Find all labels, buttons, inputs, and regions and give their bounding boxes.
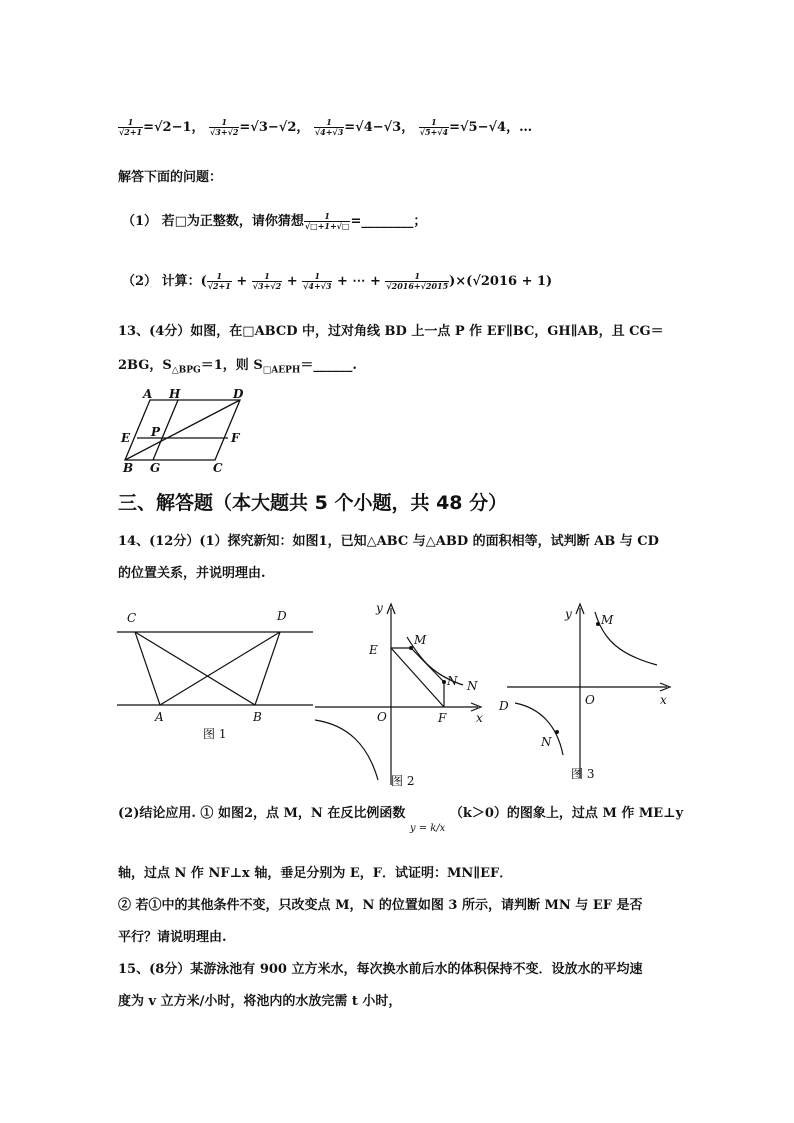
svg-text:O: O xyxy=(377,710,387,724)
question-14-line5: ② 若①中的其他条件不变，只改变点 M，N 的位置如图 3 所示，请判断 MN 与 EF 是否 xyxy=(118,898,643,913)
section-3-title: 三、解答题（本大题共 5 个小题，共 48 分） xyxy=(118,492,508,514)
fig1-label-D: D xyxy=(277,609,287,623)
label-D: D xyxy=(233,388,244,401)
svg-text:y: y xyxy=(565,607,572,621)
label-G: G xyxy=(150,461,161,474)
question-14-line6: 平行？请说明理由. xyxy=(118,930,227,945)
svg-text:F: F xyxy=(438,711,447,725)
svg-text:y: y xyxy=(376,601,383,615)
fig2-caption: 图 2 xyxy=(391,774,415,788)
svg-text:N: N xyxy=(447,674,458,688)
question-15-line1: 15、(8分）某游泳池有 900 立方米水，每次换水前后水的体积保持不变．设放水的平均速 xyxy=(118,962,643,977)
line-ef xyxy=(391,648,444,707)
question-14-line2: 的位置关系，并说明理由. xyxy=(118,566,266,581)
svg-text:D: D xyxy=(499,699,509,713)
figure-13 xyxy=(115,388,255,474)
label-P: P xyxy=(151,425,161,439)
intro-line: $\frac{1}{√2+1}$ =√2−1， $\frac{1}{√3+√2}$ =√3−√2， $\frac{1}{√4+√3}$ =√4−√3， $\frac{1}{√5+√4}$ =√5−√4，… xyxy=(119,117,533,137)
question-15-line2: 度为 v 立方米/小时，将池内的水放完需 t 小时， xyxy=(118,994,402,1009)
question-13-line1: 13、(4分）如图，在□ABCD 中，过对角线 BD 上一点 P 作 EF∥BC，GH∥AB，且 CG＝ xyxy=(118,324,664,339)
fig3-caption: 图 3 xyxy=(571,767,595,781)
svg-text:x: x xyxy=(476,711,483,725)
q1-frac: $\frac{1}{√□+1+√□}$ xyxy=(304,211,350,231)
svg-text:O: O xyxy=(585,693,595,707)
question-14-part2-line1: (2)结论应用. ① 如图2，点 M，N 在反比例函数 $_{y = k/x}$ （k＞0）的图象上，过点 M 作 ME⊥y xyxy=(118,806,684,834)
figure-3 xyxy=(495,600,675,790)
fig1-label-B: B xyxy=(253,710,262,724)
svg-text:x: x xyxy=(660,693,667,707)
label-F: F xyxy=(231,431,240,445)
function-formula: y = k/x xyxy=(409,823,446,834)
point-M xyxy=(409,646,413,650)
line-mn xyxy=(411,648,444,682)
svg-text:M: M xyxy=(414,633,427,647)
prompt-text: 解答下面的问题： xyxy=(118,170,223,185)
svg-text:M: M xyxy=(601,613,614,627)
hyperbola-branch-2 xyxy=(315,720,378,780)
question-13-line2: 2BG，$S_{\triangle BPG}=1$，则 $S_{□AEPH}=\_\_\_\_\_\_$. xyxy=(118,358,357,376)
fig1-label-C: C xyxy=(127,611,137,625)
label-A: A xyxy=(143,388,153,401)
point-N xyxy=(555,730,559,734)
intro-frac-3: $\frac{1}{√4+√3}$ xyxy=(314,117,344,137)
point-M xyxy=(596,622,600,626)
svg-text:N: N xyxy=(467,679,478,693)
fig1-caption: 图 1 xyxy=(203,727,227,741)
point-N xyxy=(442,680,446,684)
question-14-line4: 轴，过点 N 作 NF⊥x 轴，垂足分别为 E，F．试证明：MN∥EF． xyxy=(118,866,513,881)
diagonal-bd xyxy=(125,400,240,460)
svg-text:N: N xyxy=(541,735,552,749)
intro-frac-2: $\frac{1}{√3+√2}$ xyxy=(210,117,239,137)
label-B: B xyxy=(123,461,134,474)
label-H: H xyxy=(169,388,181,401)
intro-frac-1: $\frac{1}{√2+1}$ xyxy=(119,117,143,137)
question-2: （2） 计算：( $\frac{1}{√2+1}$ + $\frac{1}{√3+√2}$ + $\frac{1}{√4+√3}$ + ⋯ + $\frac{1}{√2016+√2015}$ )×(√2016 + 1) xyxy=(122,271,553,291)
hyperbola-branch-2 xyxy=(515,703,563,755)
question-1: （1） 若□为正整数，请你猜想 $\frac{1}{√□+1+√□}$ =________； xyxy=(122,211,427,231)
question-14-line1: 14、(12分）(1）探究新知：如图1，已知△ABC 与△ABD 的面积相等，试判断 AB 与 CD xyxy=(118,534,659,549)
figure-1 xyxy=(115,600,315,745)
svg-text:E: E xyxy=(369,643,378,657)
fig1-label-A: A xyxy=(155,710,164,724)
label-C: C xyxy=(213,461,223,474)
label-E: E xyxy=(121,431,131,445)
intro-frac-4: $\frac{1}{√5+√4}$ xyxy=(419,117,449,137)
figure-2 xyxy=(313,600,493,790)
